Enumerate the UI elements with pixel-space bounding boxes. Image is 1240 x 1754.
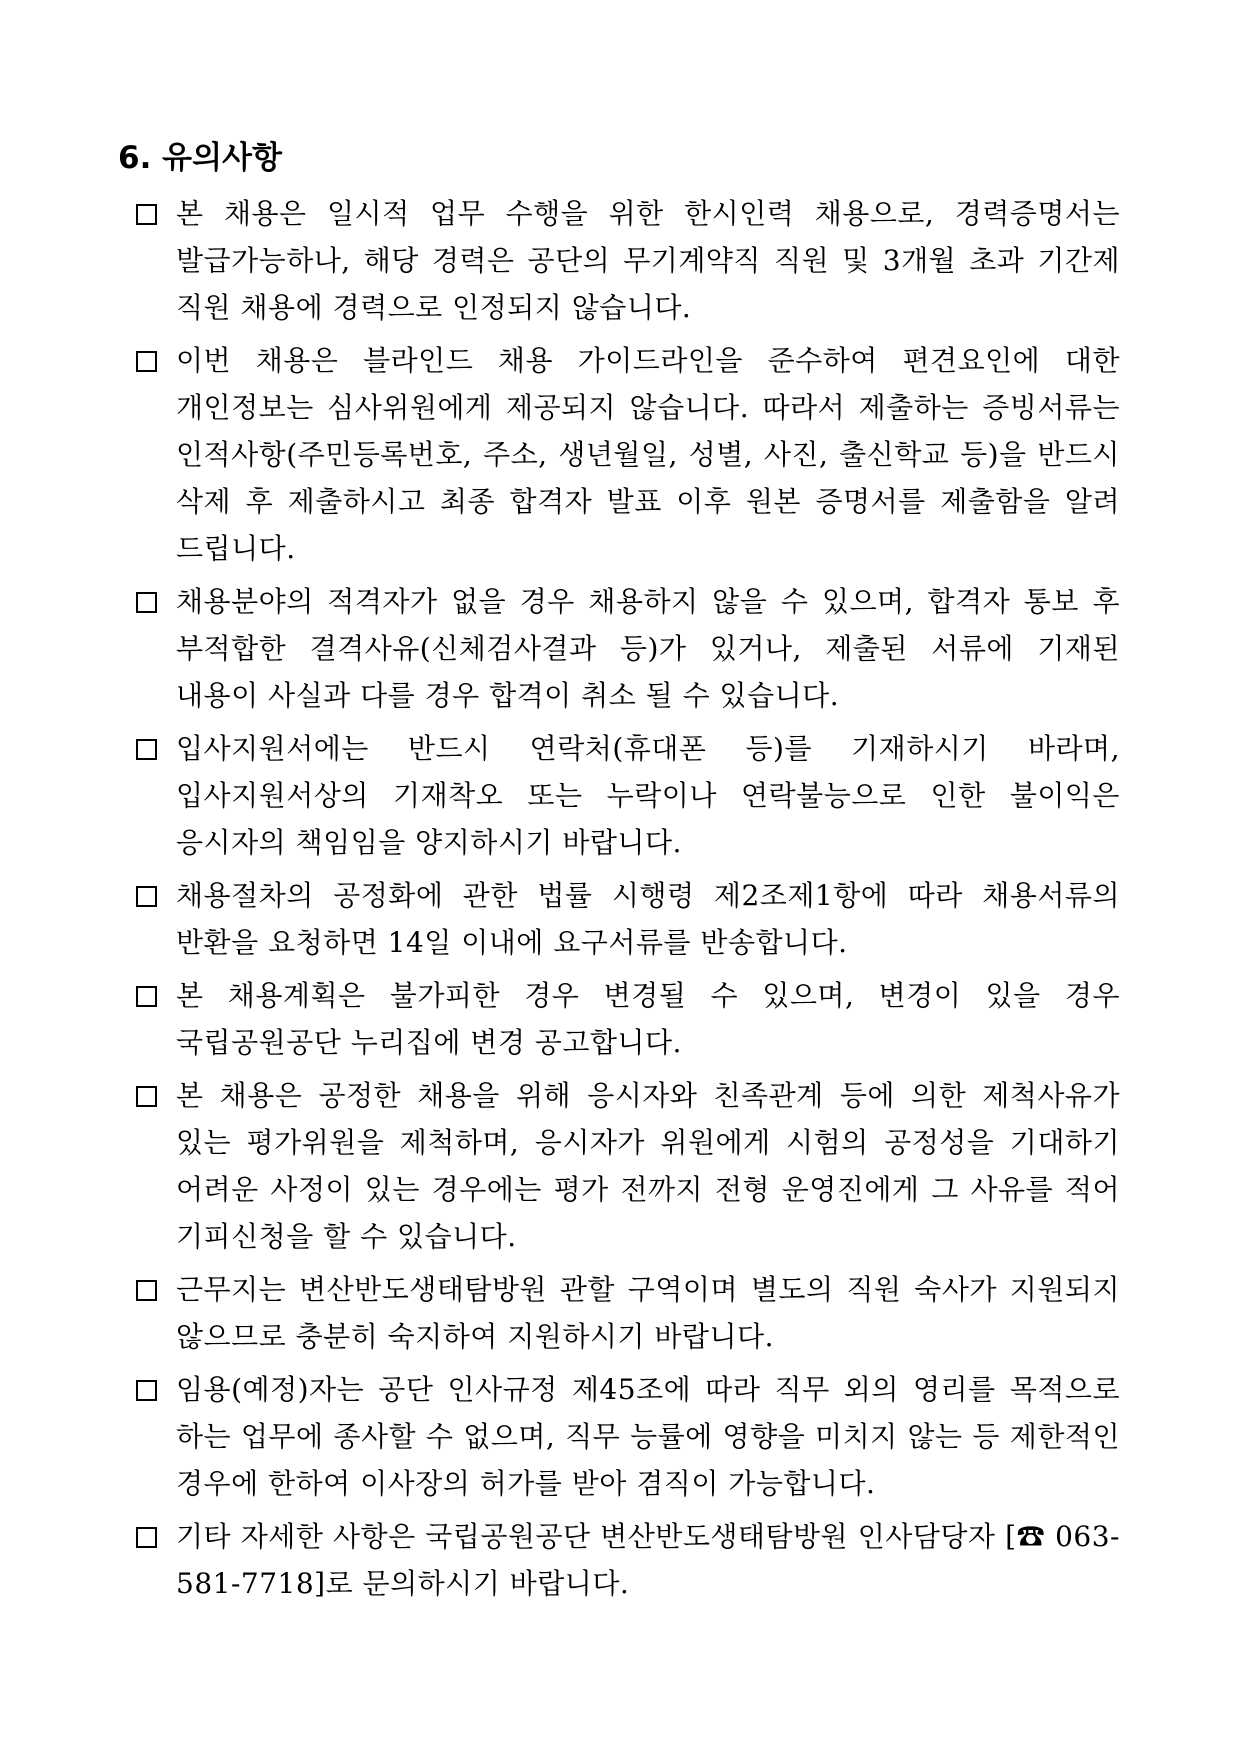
note-text: 본 채용계획은 불가피한 경우 변경될 수 있으며, 변경이 있을 경우 국립공원공단 누리집에 변경 공고합니다. — [176, 979, 1120, 1059]
list-item — [136, 1366, 1120, 1507]
list-item — [136, 1072, 1120, 1260]
note-text: 이번 채용은 블라인드 채용 가이드라인을 준수하여 편견요인에 대한 개인정보는 심사위원에게 제공되지 않습니다. 따라서 제출하는 증빙서류는 인적사항(주민등록번호, 주소, 생년월일, 성별, 사진, 출신학교 등)을 반드시 삭제 후 제출하시고 최종 합격자 발표 이후 원본 증명서를 제출함을 알려 드립니다. — [176, 344, 1120, 565]
checkbox-square-icon — [136, 886, 157, 907]
checkbox-square-icon — [136, 1527, 157, 1548]
note-text: 입사지원서에는 반드시 연락처(휴대폰 등)를 기재하시기 바라며, 입사지원서상의 기재착오 또는 누락이나 연락불능으로 인한 불이익은 응시자의 책임임을 양지하시기 바랍니다. — [176, 732, 1120, 859]
note-text: 본 채용은 공정한 채용을 위해 응시자와 친족관계 등에 의한 제척사유가 있는 평가위원을 제척하며, 응시자가 위원에게 시험의 공정성을 기대하기 어려운 사정이 있는 경우에는 평가 전까지 전형 운영진에게 그 사유를 적어 기피신청을 할 수 있습니다. — [176, 1079, 1120, 1253]
list-item — [136, 190, 1120, 331]
list-item — [136, 725, 1120, 866]
checkbox-square-icon — [136, 1380, 157, 1401]
note-text: 채용절차의 공정화에 관한 법률 시행령 제2조제1항에 따라 채용서류의 반환을 요청하면 14일 이내에 요구서류를 반송합니다. — [176, 879, 1120, 959]
checkbox-square-icon — [136, 986, 157, 1007]
list-item — [136, 1513, 1120, 1607]
checkbox-square-icon — [136, 1280, 157, 1301]
list-item — [136, 578, 1120, 719]
note-text: 본 채용은 일시적 업무 수행을 위한 한시인력 채용으로, 경력증명서는 발급가능하나, 해당 경력은 공단의 무기계약직 직원 및 3개월 초과 기간제 직원 채용에 경력으로 인정되지 않습니다. — [176, 197, 1120, 324]
section-heading: 6. 유의사항 — [118, 140, 282, 176]
checkbox-square-icon — [136, 739, 157, 760]
note-text: 채용분야의 적격자가 없을 경우 채용하지 않을 수 있으며, 합격자 통보 후 부적합한 결격사유(신체검사결과 등)가 있거나, 제출된 서류에 기재된 내용이 사실과 다를 경우 합격이 취소 될 수 있습니다. — [176, 585, 1120, 712]
checkbox-square-icon — [136, 204, 157, 225]
checkbox-square-icon — [136, 1086, 157, 1107]
list-item — [136, 872, 1120, 966]
notes-list — [136, 190, 1120, 1613]
note-text: 기타 자세한 사항은 국립공원공단 변산반도생태탐방원 인사담당자 [☎ 063-581-7718]로 문의하시기 바랍니다. — [176, 1520, 1120, 1600]
checkbox-square-icon — [136, 351, 157, 372]
note-text: 임용(예정)자는 공단 인사규정 제45조에 따라 직무 외의 영리를 목적으로 하는 업무에 종사할 수 없으며, 직무 능률에 영향을 미치지 않는 등 제한적인 경우에 한하여 이사장의 허가를 받아 겸직이 가능합니다. — [176, 1373, 1120, 1500]
list-item — [136, 337, 1120, 572]
note-text: 근무지는 변산반도생태탐방원 관할 구역이며 별도의 직원 숙사가 지원되지 않으므로 충분히 숙지하여 지원하시기 바랍니다. — [176, 1273, 1120, 1353]
checkbox-square-icon — [136, 592, 157, 613]
list-item — [136, 1266, 1120, 1360]
list-item — [136, 972, 1120, 1066]
